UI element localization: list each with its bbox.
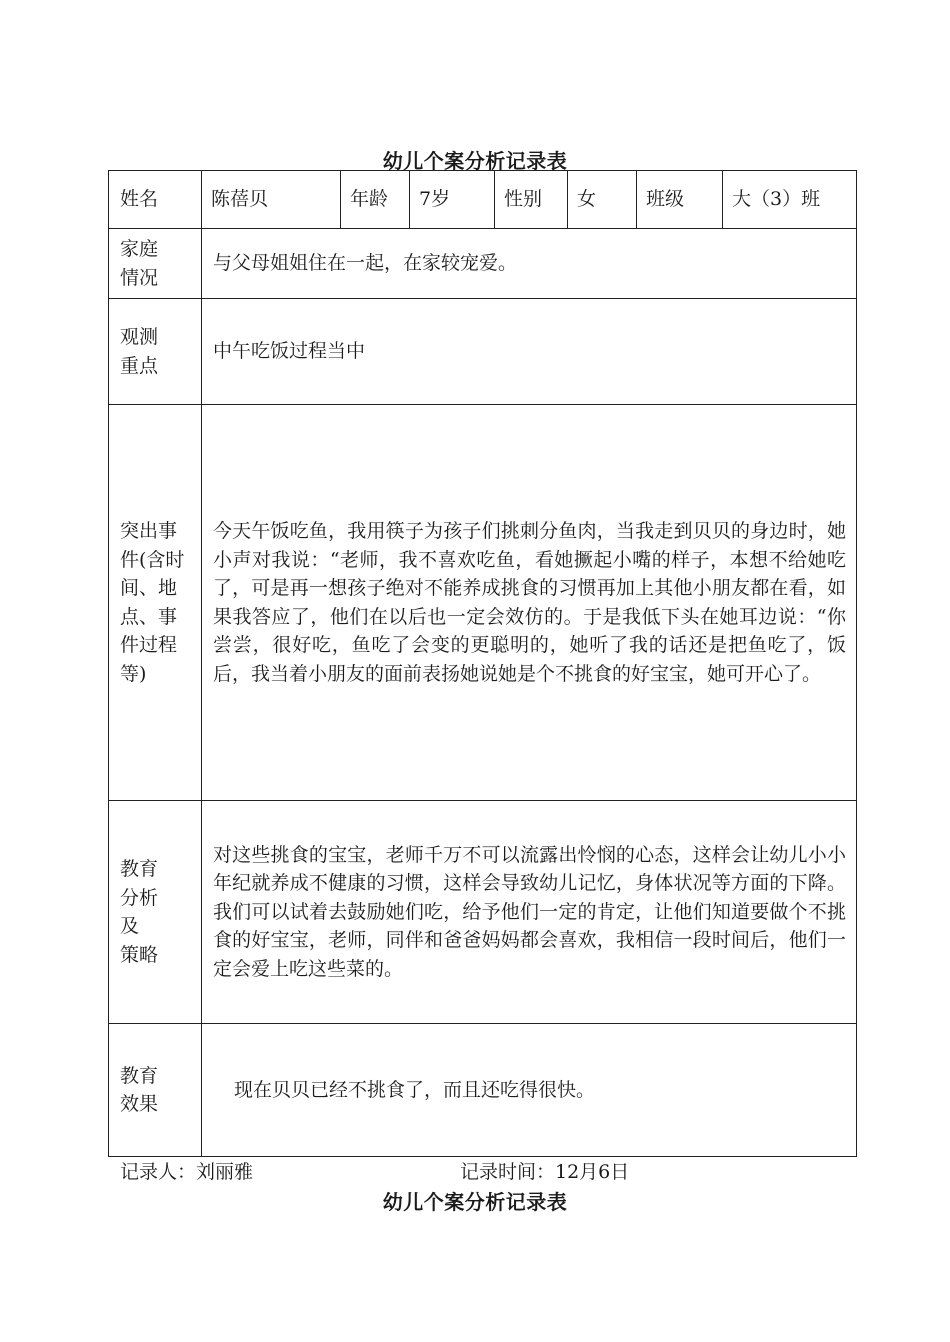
gender-label: 性别 (495, 171, 568, 229)
family-row (109, 229, 857, 299)
next-page-title: 幼儿个案分析记录表 (382, 1190, 568, 1214)
family-label: 家庭 情况 (109, 229, 202, 299)
class-label: 班级 (637, 171, 723, 229)
name-value: 陈蓓贝 (202, 171, 341, 229)
recorder: 记录人：刘丽雅 (120, 1161, 254, 1183)
family-value: 与父母姐姐住在一起，在家较宠爱。 (202, 229, 857, 299)
focus-row (109, 299, 857, 405)
class-value: 大（3）班 (723, 171, 857, 229)
effect-row (109, 1024, 857, 1157)
event-row (109, 405, 857, 801)
event-label: 突出事件(含时间、地点、事件过程等) (109, 405, 202, 801)
event-value: 今天午饭吃鱼，我用筷子为孩子们挑刺分鱼肉，当我走到贝贝的身边时，她小声对我说：“老师，我不喜欢吃鱼，看她撅起小嘴的样子，本想不给她吃了，可是再一想孩子绝对不能养成挑食的习惯再加上其他小朋友都在看，如果我答应了，他们在以后也一定会效仿的。于是我低下头在她耳边说：“你尝尝，很好吃，鱼吃了会变的更聪明的，她听了我的话还是把鱼吃了，饭后，我当着小朋友的面前表扬她说她是个不挑食的好宝宝，她可开心了。 (202, 405, 857, 801)
gender-value: 女 (568, 171, 637, 229)
focus-label: 观测 重点 (109, 299, 202, 405)
page-title: 幼儿个案分析记录表 (382, 149, 568, 173)
effect-value: 现在贝贝已经不挑食了，而且还吃得很快。 (202, 1024, 857, 1157)
strategy-value: 对这些挑食的宝宝，老师千万不可以流露出怜悯的心态，这样会让幼儿小小年纪就养成不健康的习惯，这样会导致幼儿记忆，身体状况等方面的下降。我们可以试着去鼓励她们吃，给予他们一定的肯定，让他们知道要做个不挑食的好宝宝，老师，同伴和爸爸妈妈都会喜欢，我相信一段时间后，他们一定会爱上吃这些菜的。 (202, 801, 857, 1024)
focus-value: 中午吃饭过程当中 (202, 299, 857, 405)
info-row (109, 171, 857, 229)
name-label: 姓名 (109, 171, 202, 229)
strategy-row (109, 801, 857, 1024)
record-table (108, 170, 857, 1157)
age-label: 年龄 (341, 171, 410, 229)
record-time: 记录时间：12月6日 (460, 1161, 630, 1183)
age-value: 7岁 (410, 171, 495, 229)
effect-label: 教育 效果 (109, 1024, 202, 1157)
strategy-label: 教育 分析 及 策略 (109, 801, 202, 1024)
